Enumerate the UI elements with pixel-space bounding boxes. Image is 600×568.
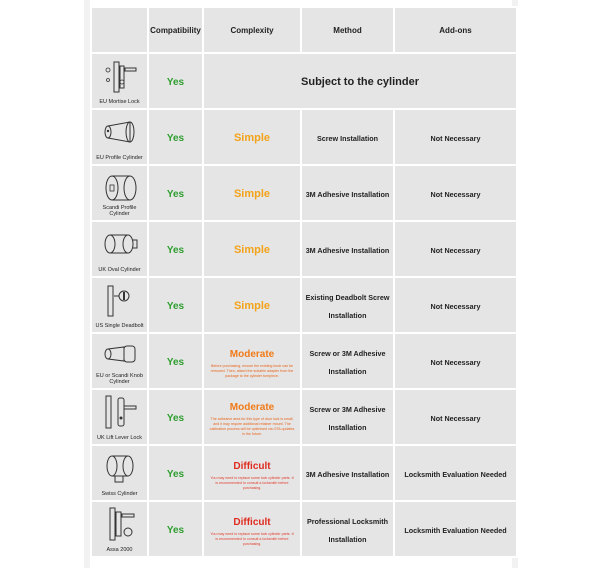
addons-value: Not Necessary [430, 134, 481, 143]
method-value: Screw or 3M Adhesive Installation [309, 349, 386, 376]
complexity-cell [204, 446, 300, 500]
table-row [92, 278, 516, 332]
table-row [92, 390, 516, 444]
method-value: 3M Adhesive Installation [305, 470, 390, 479]
addons-cell [395, 166, 516, 220]
complexity-note: Before purchasing, ensure the existing knob can be removed. Then, attach the suitable adapter from the package to the cylinder turnpiece. [210, 363, 294, 378]
complexity-note: The adhesive area for this type of door lock is small, and it may require additional retainer mount. The calibration process will be optimised via OTA updates in the future. [209, 417, 295, 436]
lock-name: Assa 2000 [106, 547, 133, 553]
compatibility-cell [149, 54, 202, 108]
header-complexity: Complexity [204, 8, 300, 52]
lock-name: EU or Scandi Knob Cylinder [96, 373, 143, 385]
method-cell [302, 278, 393, 332]
method-value: Existing Deadbolt Screw Installation [305, 293, 390, 320]
method-cell [302, 110, 393, 164]
table-row [92, 446, 516, 500]
method-cell [302, 334, 393, 388]
header-compatibility: Compatibility [149, 8, 202, 52]
complexity-value: Moderate [229, 402, 275, 413]
table-row [92, 222, 516, 276]
compatibility-value: Yes [166, 77, 185, 88]
lock-name: Swiss Cylinder [101, 491, 138, 497]
addons-cell [395, 222, 516, 276]
knob-cylinder-icon [102, 338, 138, 370]
complexity-note: You may need to replace some lock cylinder parts. It is recommended to consult a locksmith before purchasing. [210, 531, 294, 546]
complexity-value: Simple [233, 244, 271, 256]
compatibility-value: Yes [166, 301, 185, 312]
compatibility-cell [149, 278, 202, 332]
method-cell [302, 166, 393, 220]
addons-value: Not Necessary [430, 358, 481, 367]
complexity-cell [204, 390, 300, 444]
addons-cell [395, 334, 516, 388]
lift-lever-icon [102, 394, 138, 432]
table-row [92, 110, 516, 164]
lock-cell [92, 278, 147, 332]
method-value: 3M Adhesive Installation [305, 246, 390, 255]
header-row [92, 8, 516, 52]
method-cell [302, 446, 393, 500]
complexity-cell [204, 334, 300, 388]
table-row [92, 334, 516, 388]
compatibility-cell [149, 446, 202, 500]
compatibility-cell [149, 334, 202, 388]
addons-value: Locksmith Evaluation Needed [404, 470, 507, 479]
complexity-cell [204, 166, 300, 220]
compatibility-cell [149, 502, 202, 556]
header-lock [92, 8, 147, 52]
compatibility-cell [149, 222, 202, 276]
addons-cell [395, 110, 516, 164]
method-cell [302, 502, 393, 556]
header-addons: Add-ons [395, 8, 516, 52]
deadbolt-icon [102, 282, 138, 320]
method-value: Screw or 3M Adhesive Installation [309, 405, 386, 432]
method-cell [302, 222, 393, 276]
compatibility-value: Yes [166, 245, 185, 256]
complexity-value: Simple [233, 132, 271, 144]
lock-name: EU Mortise Lock [99, 99, 140, 105]
complexity-value: Simple [233, 300, 271, 312]
method-value: 3M Adhesive Installation [305, 190, 390, 199]
complexity-cell [204, 502, 300, 556]
lock-name: UK Oval Cylinder [98, 267, 141, 273]
compatibility-value: Yes [166, 469, 185, 480]
method-cell [302, 390, 393, 444]
subject-text: Subject to the cylinder [301, 76, 419, 88]
header-method: Method [302, 8, 393, 52]
scandi-cylinder-icon [102, 170, 138, 208]
table-row [92, 502, 516, 556]
compatibility-value: Yes [166, 133, 185, 144]
profile-cylinder-icon [102, 114, 138, 152]
compatibility-value: Yes [166, 357, 185, 368]
subject-cell [204, 54, 516, 108]
lock-cell [92, 166, 147, 220]
complexity-value: Difficult [233, 460, 271, 472]
addons-cell [395, 278, 516, 332]
table-row [92, 166, 516, 220]
swiss-cylinder-icon [102, 450, 138, 488]
lock-cell [92, 502, 147, 556]
method-value: Screw Installation [316, 134, 379, 143]
lock-cell [92, 110, 147, 164]
compatibility-cell [149, 390, 202, 444]
complexity-value: Simple [233, 188, 271, 200]
addons-value: Not Necessary [430, 190, 481, 199]
complexity-cell [204, 278, 300, 332]
addons-value: Locksmith Evaluation Needed [404, 526, 507, 535]
addons-cell [395, 390, 516, 444]
complexity-cell [204, 110, 300, 164]
lock-cell [92, 222, 147, 276]
compatibility-value: Yes [166, 189, 185, 200]
lock-name: Scandi Profile Cylinder [102, 205, 137, 217]
lock-cell [92, 446, 147, 500]
addons-cell [395, 502, 516, 556]
compatibility-value: Yes [166, 413, 185, 424]
addons-value: Not Necessary [430, 246, 481, 255]
method-value: Professional Locksmith Installation [306, 517, 389, 544]
lock-cell [92, 334, 147, 388]
complexity-value: Moderate [229, 348, 275, 360]
lock-compatibility-table [90, 6, 518, 558]
lock-name: UK Lift Lever Lock [97, 435, 142, 441]
addons-value: Not Necessary [430, 414, 481, 423]
compatibility-cell [149, 110, 202, 164]
complexity-cell [204, 222, 300, 276]
lock-cell [92, 54, 147, 108]
mortise-lock-icon [102, 58, 138, 96]
compatibility-value: Yes [166, 525, 185, 536]
addons-value: Not Necessary [430, 302, 481, 311]
addons-cell [395, 446, 516, 500]
lock-name: EU Profile Cylinder [96, 155, 143, 161]
assa-lock-icon [102, 506, 138, 544]
table-row [92, 54, 516, 108]
oval-cylinder-icon [102, 226, 138, 264]
lock-name: US Single Deadbolt [95, 323, 144, 329]
complexity-value: Difficult [233, 516, 271, 528]
complexity-note: You may need to replace some lock cylinder parts. It is recommended to consult a locksmith before purchasing. [210, 475, 294, 490]
lock-cell [92, 390, 147, 444]
compatibility-cell [149, 166, 202, 220]
